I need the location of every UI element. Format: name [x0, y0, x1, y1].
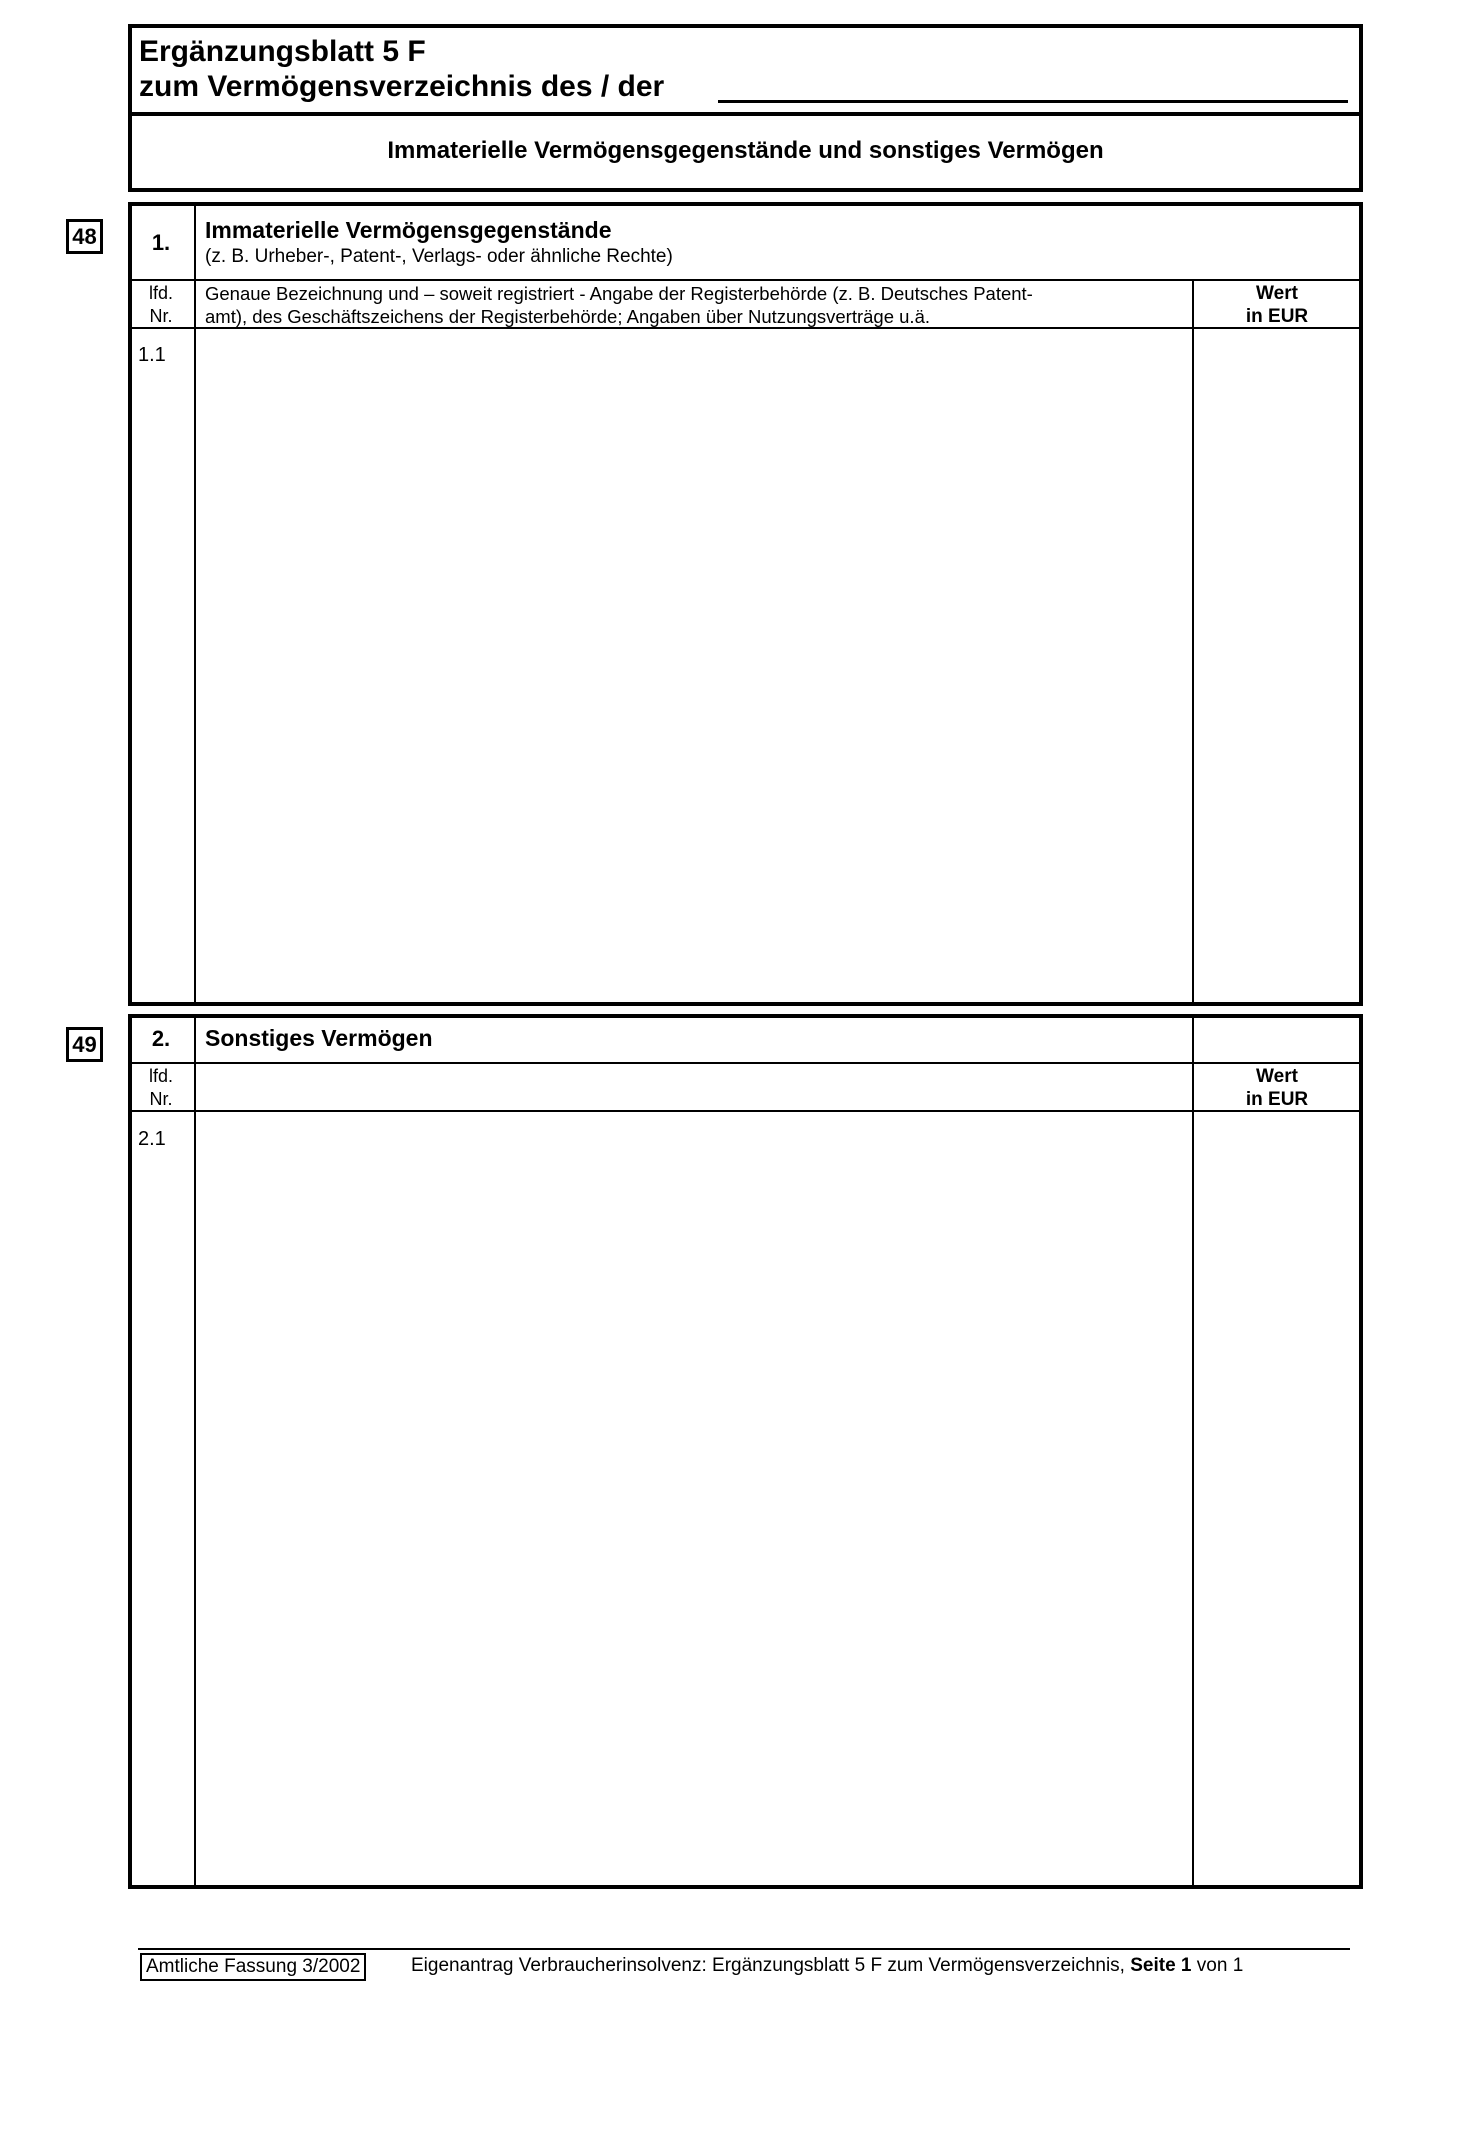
section2-col-wert-header: Wert in EUR — [1245, 1066, 1309, 1110]
section1-col-description-header: Genaue Bezeichnung und – soweit registriert - Angabe der Registerbehörde (z. B. Deutsches Patent- amt), des Geschäftszeichens der Registerbehörde; Angaben über Nutzungsverträge u.ä. — [205, 283, 1033, 327]
section1-subtitle: (z. B. Urheber-, Patent-, Verlags- oder ähnliche Rechte) — [205, 246, 673, 267]
section1-number: 1. — [151, 230, 171, 255]
footer-divider — [138, 1948, 1350, 1950]
section2-col-lfd-header: lfd. Nr. — [148, 1066, 173, 1109]
section1-col-wert-header: Wert in EUR — [1245, 283, 1309, 327]
footer-page-label: Seite 1 — [1130, 1955, 1192, 1976]
section-marker-49: 49 — [66, 1027, 103, 1062]
form-title: Ergänzungsblatt 5 F — [139, 35, 426, 68]
section2-number: 2. — [151, 1026, 171, 1051]
section1-row-number: 1.1 — [138, 344, 166, 366]
section2-title: Sonstiges Vermögen — [205, 1025, 433, 1051]
section-marker-48: 48 — [66, 219, 103, 254]
section2-title-divider — [128, 1062, 1363, 1064]
form-subtitle: Immaterielle Vermögensgegenstände und sonstiges Vermögen — [387, 137, 1104, 164]
section1-title: Immaterielle Vermögensgegenstände — [205, 217, 612, 243]
footer-text: Eigenantrag Verbraucherinsolvenz: Ergänzungsblatt 5 F zum Vermögensverzeichnis, Seite 1 von 1 — [411, 1955, 1244, 1976]
section1-title-divider — [128, 279, 1363, 281]
section1-col-lfd-header: lfd. Nr. — [148, 283, 173, 326]
section2-row-number: 2.1 — [138, 1128, 166, 1150]
section2-value-field[interactable] — [1194, 1112, 1359, 1885]
section1-description-field[interactable] — [196, 329, 1192, 1002]
section1-value-field[interactable] — [1194, 329, 1359, 1002]
form-title-line2: zum Vermögensverzeichnis des / der — [139, 70, 665, 103]
section2-description-field[interactable] — [196, 1112, 1192, 1885]
debtor-name-field[interactable] — [718, 100, 1348, 103]
header-divider — [128, 112, 1363, 116]
footer-version-badge: Amtliche Fassung 3/2002 — [140, 1953, 366, 1981]
